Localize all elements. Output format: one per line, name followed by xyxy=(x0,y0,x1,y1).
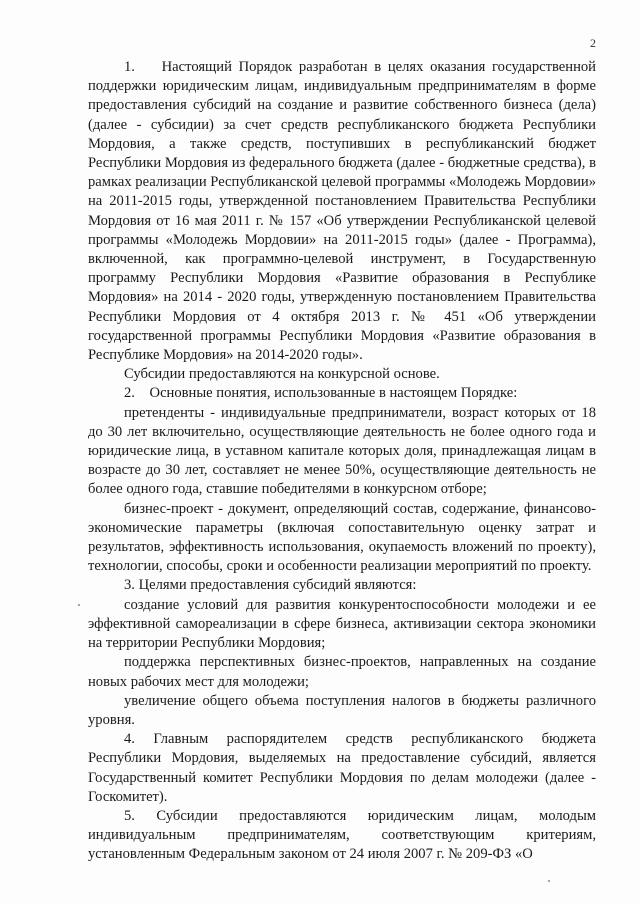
document-body xyxy=(88,58,596,865)
goal-business-projects: поддержка перспективных бизнес-проектов, направленных на создание новых рабочих мест для молодежи; xyxy=(88,654,596,690)
definition-applicants: претенденты - индивидуальные предприниматели, возраст которых от 18 до 30 лет включительно, осуществляющие деятельность не более одного года и юридические лица, в уставном капитале которых доля, принадлежащая лицам в возрасте до 30 лет, составляет не менее 50%, осуществляющие деятельность не более одного года, ставшие победителями в конкурсном отборе; xyxy=(88,404,596,498)
goal-tax-revenue: увеличение общего объема поступления налогов в бюджеты различного уровня. xyxy=(88,692,596,728)
paragraph-1: 1. Настоящий Порядок разработан в целях оказания государственной поддержки юридическим лицам, индивидуальным предпринимателям в форме предоставления субсидий на создание и развитие собственного бизнеса (дела) (далее - субсидии) за счет средств республиканского бюджета Республики Мордовия, а также средств, поступивших в республиканский бюджет Республики Мордовия из федерального бюджета (далее - бюджетные средства), в рамках реализации Республиканской целевой программы «Молодежь Мордовии» на 2011-2015 годы, утвержденной постановлением Правительства Республики Мордовия от 16 мая 2011 г. № 157 «Об утверждении Республиканской целевой программы «Молодежь Мордовии» на 2011-2015 годы» (далее - Программа), включенной, как программно-целевой инструмент, в Государственную программу Республики Мордовия «Развитие образования в Республике Мордовия» на 2014 - 2020 годы, утвержденную постановлением Правительства Республики Мордовия от 4 октября 2013 г. № 451 «Об утверждении государственной программы Республики Мордовия «Развитие образования в Республике Мордовия» на 2014-2020 годы». xyxy=(88,59,597,364)
paragraph-4: 4. Главным распорядителем средств республиканского бюджета Республики Мордовия, выделяемых на предоставление субсидий, является Государственный комитет Республики Мордовия по делам молодежи (далее - Госкомитет). xyxy=(88,731,596,805)
paragraph-5: 5. Субсидии предоставляются юридическим лицам, молодым индивидуальным предпринимателям, соответствующим критериям, установленным Федеральным законом от 24 июля 2007 г. № 209-ФЗ «О xyxy=(88,807,596,863)
scan-speck xyxy=(78,604,80,606)
scan-speck xyxy=(548,880,550,882)
paragraph-2: 2. Основные понятия, использованные в настоящем Порядке: xyxy=(124,385,518,402)
goal-competitiveness: создание условий для развития конкурентоспособности молодежи и ее эффективной самореализации в сфере бизнеса, активизации сектора экономики на территории Республики Мордовия; xyxy=(88,596,596,652)
paragraph-3: 3. Целями предоставления субсидий являются: xyxy=(124,577,417,594)
definition-business-project: бизнес-проект - документ, определяющий состав, содержание, финансово-экономические параметры (включая сопоставительную оценку затрат и результатов, эффективность использования, окупаемость вложений по проекту), технологии, способы, сроки и особенности реализации мероприятий по проекту. xyxy=(88,500,596,575)
page-number: 2 xyxy=(590,36,596,50)
paragraph-competitive-basis: Субсидии предоставляются на конкурсной основе. xyxy=(124,366,440,383)
